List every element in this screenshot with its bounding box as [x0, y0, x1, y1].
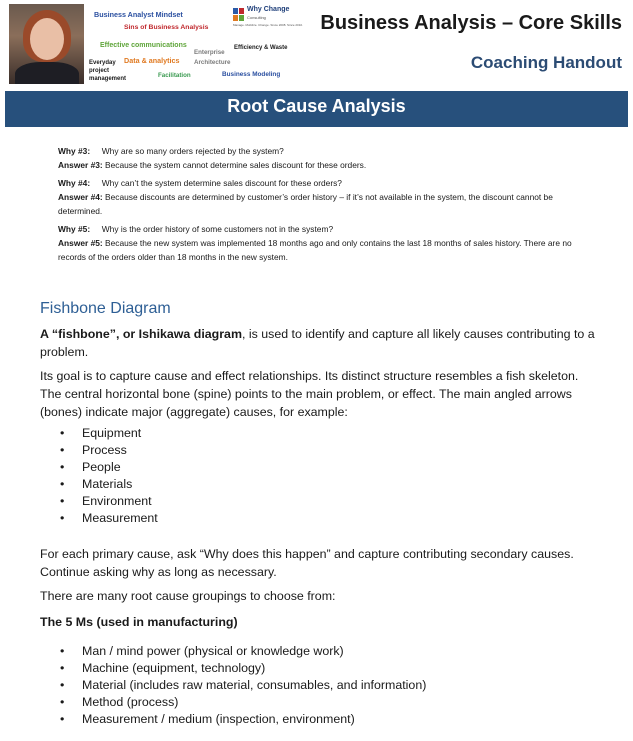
five-ms-heading-text: The 5 Ms (used in manufacturing) [40, 615, 238, 629]
cloud-word: Enterprise [194, 49, 225, 56]
list-item: • Materials [40, 476, 600, 493]
five-ms-heading [40, 613, 600, 631]
cloud-word: Architecture [194, 59, 231, 66]
list-item: • Material (includes raw material, consumables, and information) [40, 677, 600, 694]
document-subtitle: Coaching Handout [470, 53, 622, 72]
qa-label: Answer #4: [58, 192, 103, 202]
cloud-word: project [89, 68, 110, 74]
fishbone-section [40, 297, 600, 728]
page-header [0, 0, 633, 88]
document-title: Business Analysis – Core Skills [320, 12, 622, 34]
qa-text: Why can’t the system determine sales discount for these orders? [101, 178, 342, 188]
logo-name: Why Change [247, 6, 290, 13]
list-item: • Process [40, 442, 600, 459]
for-each-paragraph: For each primary cause, ask “Why does this happen” and capture contributing secondary causes. Continue asking why as long as necessary. [40, 547, 574, 579]
qa-text: Why is the order history of some customers not in the system? [101, 224, 334, 234]
groupings-paragraph: There are many root cause groupings to choose from: [40, 589, 336, 603]
qa-text: Because the system cannot determine sales discount for these orders. [105, 160, 367, 170]
list-item: • Equipment [40, 425, 600, 442]
five-whys-qa [58, 144, 598, 264]
section-banner [5, 91, 628, 127]
list-item: • People [40, 459, 600, 476]
list-item: • Man / mind power (physical or knowledge work) [40, 643, 600, 660]
list-item: • Measurement [40, 510, 600, 527]
cause-list [40, 425, 600, 527]
qa-line [58, 190, 598, 218]
qa-text: Because discounts are determined by customer’s order history – if it’s not available in the system, the discount cannot be determined. [58, 192, 553, 216]
qa-label: Why #4: [58, 178, 91, 188]
qa-label: Answer #3: [58, 160, 103, 170]
qa-line [58, 222, 598, 236]
cloud-word: management [89, 76, 127, 82]
logo-tagline: Manage. Mobilize. Change. Since 2008. Since 2010. [233, 23, 303, 27]
cloud-word: Everyday [89, 60, 116, 66]
qa-label: Why #5: [58, 224, 91, 234]
why-change-logo [233, 6, 303, 28]
cloud-word: Business Modeling [222, 71, 281, 78]
qa-line [58, 176, 598, 190]
cloud-word: Effective communications [100, 42, 187, 49]
logo-sub: Consulting [247, 15, 266, 20]
cloud-word: Efficiency & Waste [234, 45, 288, 51]
qa-text: Because the new system was implemented 18 months ago and only contains the last 18 months of sales history. There are no records of the orders older than 18 months in the new system. [58, 238, 572, 262]
cloud-word: Sins of Business Analysis [124, 24, 209, 31]
list-item: • Measurement / medium (inspection, environment) [40, 711, 600, 728]
cloud-word: Data & analytics [124, 56, 180, 65]
intro-bold: A “fishbone”, or Ishikawa diagram [40, 327, 242, 341]
banner-title: Root Cause Analysis [227, 96, 406, 116]
qa-label: Answer #5: [58, 238, 103, 248]
qa-line [58, 158, 598, 172]
list-item: • Method (process) [40, 694, 600, 711]
intro-rest: , is used to identify and capture all likely causes contributing to a problem. [40, 327, 595, 359]
qa-text: Why are so many orders rejected by the system? [101, 146, 284, 156]
goal-paragraph: Its goal is to capture cause and effect relationships. Its distinct structure resembles a fish skeleton. The central horizontal bone (spine) points to the main problem, or effect. The main angled arrows (bones) indicate major (aggregate) causes, for example: [40, 369, 579, 419]
author-photo [9, 4, 84, 84]
logo-mark-icon [233, 8, 245, 22]
section-heading: Fishbone Diagram [40, 300, 171, 317]
cloud-word: Business Analyst Mindset [94, 10, 183, 19]
qa-label: Why #3: [58, 146, 91, 156]
list-item: • Environment [40, 493, 600, 510]
intro-paragraph [40, 325, 600, 361]
five-ms-list [40, 643, 600, 728]
qa-line [58, 236, 598, 264]
list-item: • Machine (equipment, technology) [40, 660, 600, 677]
cloud-word: Facilitation [158, 72, 191, 79]
qa-line [58, 144, 598, 158]
